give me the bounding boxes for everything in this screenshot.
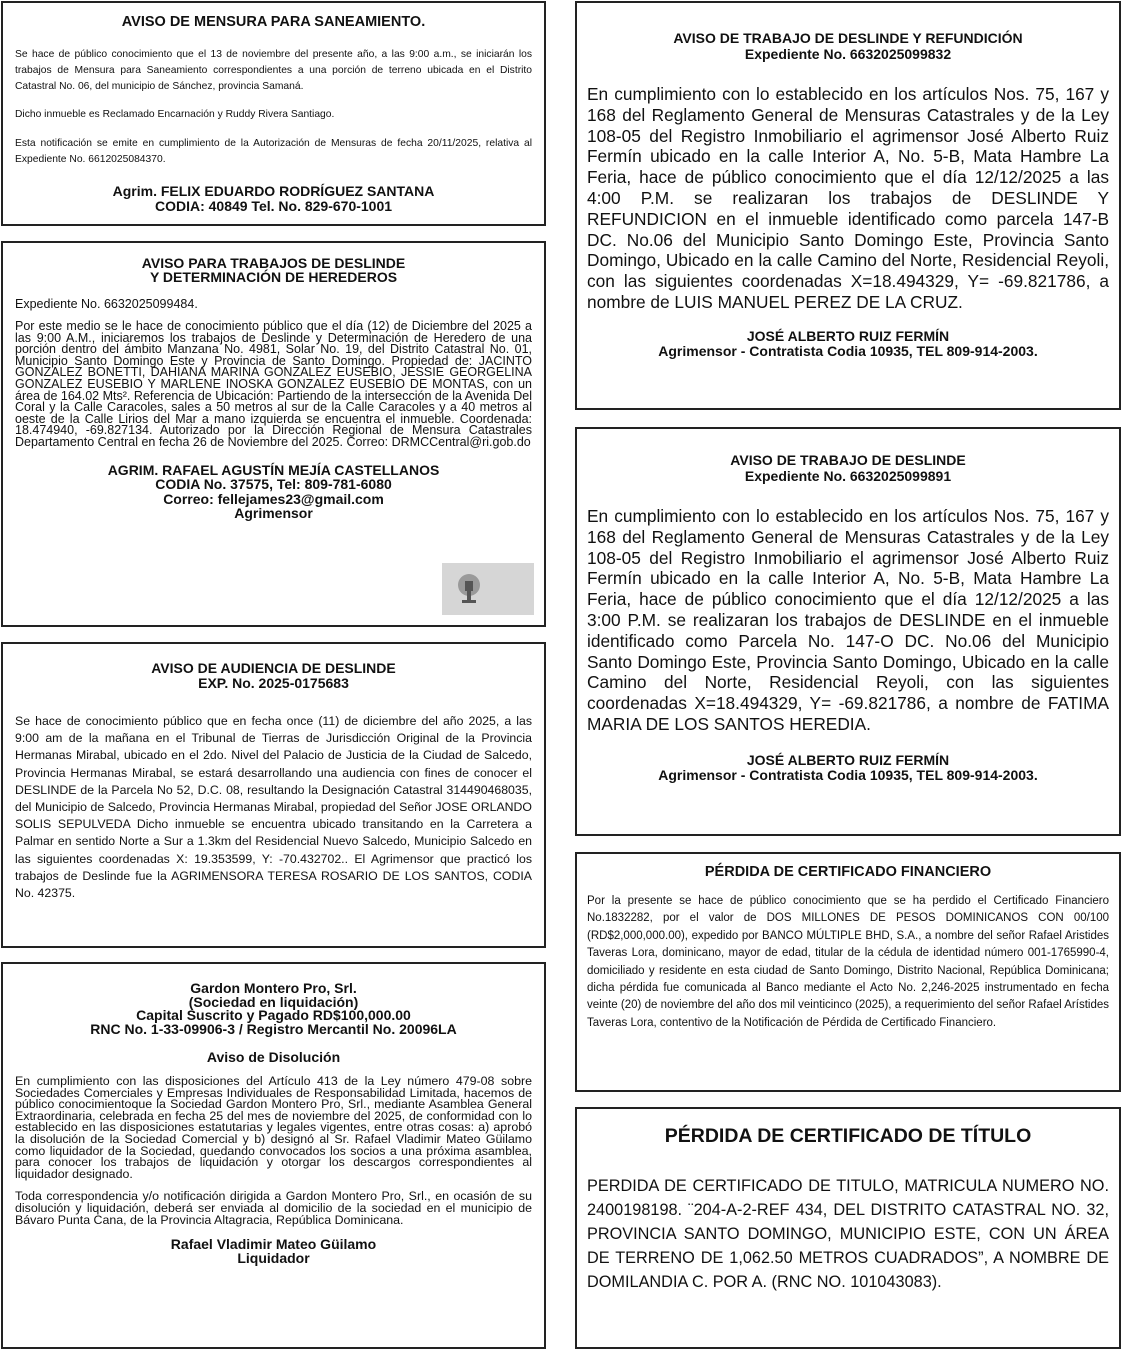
signature-role: Agrimensor - Contratista Codia 10935, TEL 809-914-2003. — [658, 343, 1038, 360]
perdida-certificado-financiero — [575, 852, 1121, 1092]
signature-role: Agrimensor — [234, 505, 313, 522]
perdida-certificado-titulo — [575, 1107, 1121, 1349]
signature-name: Agrim. FELIX EDUARDO RODRÍGUEZ SANTANA — [112, 182, 435, 199]
notice-paragraph: Esta notificación se emite en cumplimiento de la Autorización de Mensuras de fecha 20/11/2025, relativa al Expediente No. 6612025084370. — [15, 138, 532, 165]
company-status: (Sociedad en liquidación) — [188, 993, 359, 1010]
title-line: AVISO DE TRABAJO DE DESLINDE — [730, 452, 966, 468]
notice-title: PÉRDIDA DE CERTIFICADO FINANCIERO — [704, 864, 992, 880]
aviso-deslinde-herederos — [1, 241, 546, 627]
title-line: AVISO DE AUDIENCIA DE DESLINDE — [151, 660, 396, 676]
notice-title — [587, 30, 1109, 62]
company-name: Gardon Montero Pro, Srl. — [190, 980, 357, 996]
signature-name: JOSÉ ALBERTO RUIZ FERMÍN — [746, 327, 950, 344]
notice-body: PERDIDA DE CERTIFICADO DE TITULO, MATRICULA NUMERO NO. 2400198198. ¨204-A-2-REF 434, DEL DISTRITO CATASTRAL NO. 32, PROVINCIA SANTO DOMINGO, MUNICIPIO ESTE, CON UN ÁREA DE TERRENO DE 1,062.50 METROS CUADRADOS”, A NOMBRE DE DOMILANDIA C. POR A. (RNC NO. 101043083). — [587, 1177, 1109, 1291]
notice-paragraph: Toda correspondencia y/o notificación dirigida a Gardon Montero Pro, Srl., en ocasión de su disolución y liquidación, deberá ser enviada al domicilio de la sociedad en el municipio de Bávaro Punta Cana, de la Provincia Altagracia, República Dominicana. — [15, 1189, 532, 1227]
aviso-mensura-saneamiento — [1, 1, 546, 226]
notice-body: Se hace de conocimiento público que en fecha once (11) de diciembre del año 2025, a las 9:00 am de la mañana en el Tribunal de Tierras de Jurisdicción Original de la Provincia Hermanas Mirabal, ubicado en el 2do. Nivel del Palacio de Justicia de la Ciudad de Salcedo, Provincia Hermanas Mirabal, se estará desarrollando una audiencia con fines de conocer el DESLINDE de la Parcela No 52, D.C. 08, resultando la Designación Catastral 314490468035, del Municipio de Salcedo, Provincia Hermanas Mirabal, propiedad del Señor JOSE ORLANDO SOLIS SEPULVEDA Dicho inmueble se encuentra ubicado transitando en la Carretera a Palmar en sentido Norte a Sur a 1.3km del Residencial Nuevo Salcedo, Municipio Salcedo en las siguientes coordenadas X: 19.353599, Y: -70.432702.. El Agrimensor que practicó los trabajos de Deslinde fue la AGRIMENSORA TERESA ROSARIO DE LOS SANTOS, CODIA No. 42375. — [15, 714, 532, 901]
title-line: AVISO PARA TRABAJOS DE DESLINDE — [141, 255, 406, 271]
notice-body: Por este medio se le hace de conocimiento público que el día (12) de Diciembre del 2025 a las 9:00 A.M., iniciaremos los trabajos de Deslinde y Determinación de Heredero de una porción dentro del ámbito Manzana No. 4981, Solar No. 19, del Distrito Catastral No. 01, Municipio Santo Domingo Este y Provincia de Santo Domingo. Propiedad de: JACINTO GONZALEZ BONETTI, DAHIANA MARINA GONZALEZ EUSEBIO, JESSIE GEORGELINA GONZALEZ EUSEBIO Y MARLENE INOSKA GONZALEZ EUSEBIO DE MONTAS, con un área de 164.02 Mts². Referencia de Ubicación: Partiendo de la intersección de la Avenida Del Coral y la Calle Caracoles, sales a 50 metros al sur de la Calle Caracoles y a 40 metros al oeste de la Calle Lirios del Mar a mano izquierda se encuentra el inmueble. Coordenada: 18.474940, -69.827134. Autorizado por la Dirección Regional de Mensura Catastrales Departamento Central en fecha 26 de Noviembre del 2025. Correo: DRMCCentral@ri.gob.do — [15, 319, 532, 449]
title-line: Expediente No. 6632025099832 — [744, 46, 952, 62]
notice-title — [15, 256, 532, 284]
title-line: EXP. No. 2025-0175683 — [198, 675, 349, 691]
expediente-number: Expediente No. 6632025099484. — [15, 297, 198, 311]
signature-block — [587, 753, 1109, 784]
notice-paragraph: En cumplimiento con las disposiciones del Artículo 413 de la Ley número 479-08 sobre Sociedades Comerciales y Empresas Individuales de Responsabilidad Limitada, hacemos de público conocimientoque la Sociedad Gardon Montero Pro, Srl., mediante Asamblea General Extraordinaria, celebrada en fecha 25 del mes de noviembre del 2025, de conformidad con lo establecido en las disposiciones estatutarias y legales vigentes, entre otras cosas: a) aprobó la disolución de la Sociedad Comercial y b) designó al Sr. Rafael Vladimir Mateo Güilamo como liquidador de la Sociedad, quedando convocados los socios a una próxima asamblea, para conocer los trabajos de liquidación y otorgar los descargos correspondientes al liquidador designado. — [15, 1074, 532, 1181]
notice-subtitle: Aviso de Disolución — [206, 1049, 341, 1065]
surveyor-logo-icon — [456, 573, 482, 603]
notice-body: En cumplimiento con lo establecido en los artículos Nos. 75, 167 y 168 del Reglamento General de Mensuras Catastrales y de la Ley 108-05 del Registro Inmobiliario el agrimensor José Alberto Ruiz Fermín ubicado en la calle Interior A, No. 5-B, Mata Hambre La Feria, hace de público conocimiento que el día 12/12/2025 a las 4:00 P.M. se realizaran los trabajos de DESLINDE Y REFUNDICION en el inmueble identificado como parcela 147-B DC. No.06 del Municipio Santo Domingo Este, Provincia Santo Domingo, Ubicado en la calle Camino del Norte, Residencial Reyoli, con las siguientes coordenadas X=18.494329, Y= -69.821786, a nombre de LUIS MANUEL PEREZ DE LA CRUZ. — [587, 84, 1109, 312]
signature-block — [15, 463, 532, 521]
aviso-disolucion — [1, 962, 546, 1349]
signature-block — [15, 1237, 532, 1265]
notice-paragraph: Dicho inmueble es Reclamado Encarnación y Ruddy Rivera Santiago. — [15, 109, 335, 121]
notice-body: En cumplimiento con lo establecido en los artículos Nos. 75, 167 y 168 del Reglamento General de Mensuras Catastrales y de la Ley 108-05 del Registro Inmobiliario el agrimensor José Alberto Ruiz Fermín ubicado en la calle Interior A, No. 5-B, Mata Hambre La Feria, hace de público conocimiento que el día 12/12/2025 a las 3:00 P.M. se realizaran los trabajos de DESLINDE en el inmueble identificado como Parcela No. 147-O DC. No.06 del Municipio Santo Domingo Este, Provincia Santo Domingo, Ubicado en la calle Camino del Norte, Residencial Reyoli, con las siguientes coordenadas X=18.494329, Y= -69.821786, a nombre de FATIMA MARIA DE LOS SANTOS HEREDIA. — [587, 506, 1109, 734]
signature-contact: CODIA: 40849 Tel. No. 829-670-1001 — [154, 198, 393, 215]
notice-body: Por la presente se hace de público conocimiento que se ha perdido el Certificado Financiero No.1832282, por el valor de DOS MILLONES DE PESOS DOMINICANOS CON 00/100 (RD$2,000,000.00), expedido por BANCO MÚLTIPLE BHD, S.A., a nombre del señor Rafael Aristides Taveras Lora, dominicano, mayor de edad, titular de la cédula de identidad número 001-1765990-4, domiciliado y residente en esta ciudad de Santo Domingo, Distrito Nacional, República Dominicana; dicha pérdida fue comunicada al Banco mediante el Acto No. 2,246-2025 instrumentado en fecha veinte (20) de noviembre del año dos mil veinticinco (2025), a requerimiento del señor Rafael Arístides Taveras Lora, contentivo de la Notificación de Pérdida de Certificado Financiero. — [587, 895, 1109, 1029]
notice-title: PÉRDIDA DE CERTIFICADO DE TÍTULO — [664, 1125, 1032, 1147]
aviso-deslinde-refundicion — [575, 1, 1121, 410]
company-logo — [442, 563, 534, 615]
title-line: AVISO DE TRABAJO DE DESLINDE Y REFUNDICIÓN — [673, 30, 1023, 46]
signature-role: Liquidador — [237, 1250, 310, 1267]
signature-codia: CODIA No. 37575, Tel: 809-781-6080 — [155, 476, 392, 493]
signature-name: Rafael Vladimir Mateo Güilamo — [170, 1236, 377, 1253]
notice-paragraph: Se hace de público conocimiento que el 13 de noviembre del presente año, a las 9:00 a.m., se iniciarán los trabajos de Mensura para Saneamiento correspondientes a una porción de terreno ubicada en el Distrito Catastral No. 06, del municipio de Sánchez, provincia Samaná. — [15, 49, 532, 92]
company-rnc: RNC No. 1-33-09906-3 / Registro Mercantil No. 20096LA — [90, 1020, 457, 1037]
signature-name: AGRIM. RAFAEL AGUSTÍN MEJÍA CASTELLANOS — [107, 461, 440, 478]
signature-block — [15, 184, 532, 215]
aviso-audiencia-deslinde — [1, 642, 546, 948]
company-header — [15, 982, 532, 1036]
aviso-trabajo-deslinde — [575, 427, 1121, 836]
notice-title — [587, 452, 1109, 484]
signature-email: Correo: fellejames23@gmail.com — [163, 490, 384, 507]
title-line: Y DETERMINACIÓN DE HEREDEROS — [149, 269, 398, 285]
title-line: Expediente No. 6632025099891 — [744, 468, 952, 484]
company-capital: Capital Suscrito y Pagado RD$100,000.00 — [136, 1007, 411, 1023]
signature-block — [587, 329, 1109, 360]
notice-title: AVISO DE MENSURA PARA SANEAMIENTO. — [121, 14, 426, 30]
notice-title — [15, 661, 532, 691]
signature-name: JOSÉ ALBERTO RUIZ FERMÍN — [746, 751, 950, 768]
signature-role: Agrimensor - Contratista Codia 10935, TEL 809-914-2003. — [658, 767, 1038, 784]
